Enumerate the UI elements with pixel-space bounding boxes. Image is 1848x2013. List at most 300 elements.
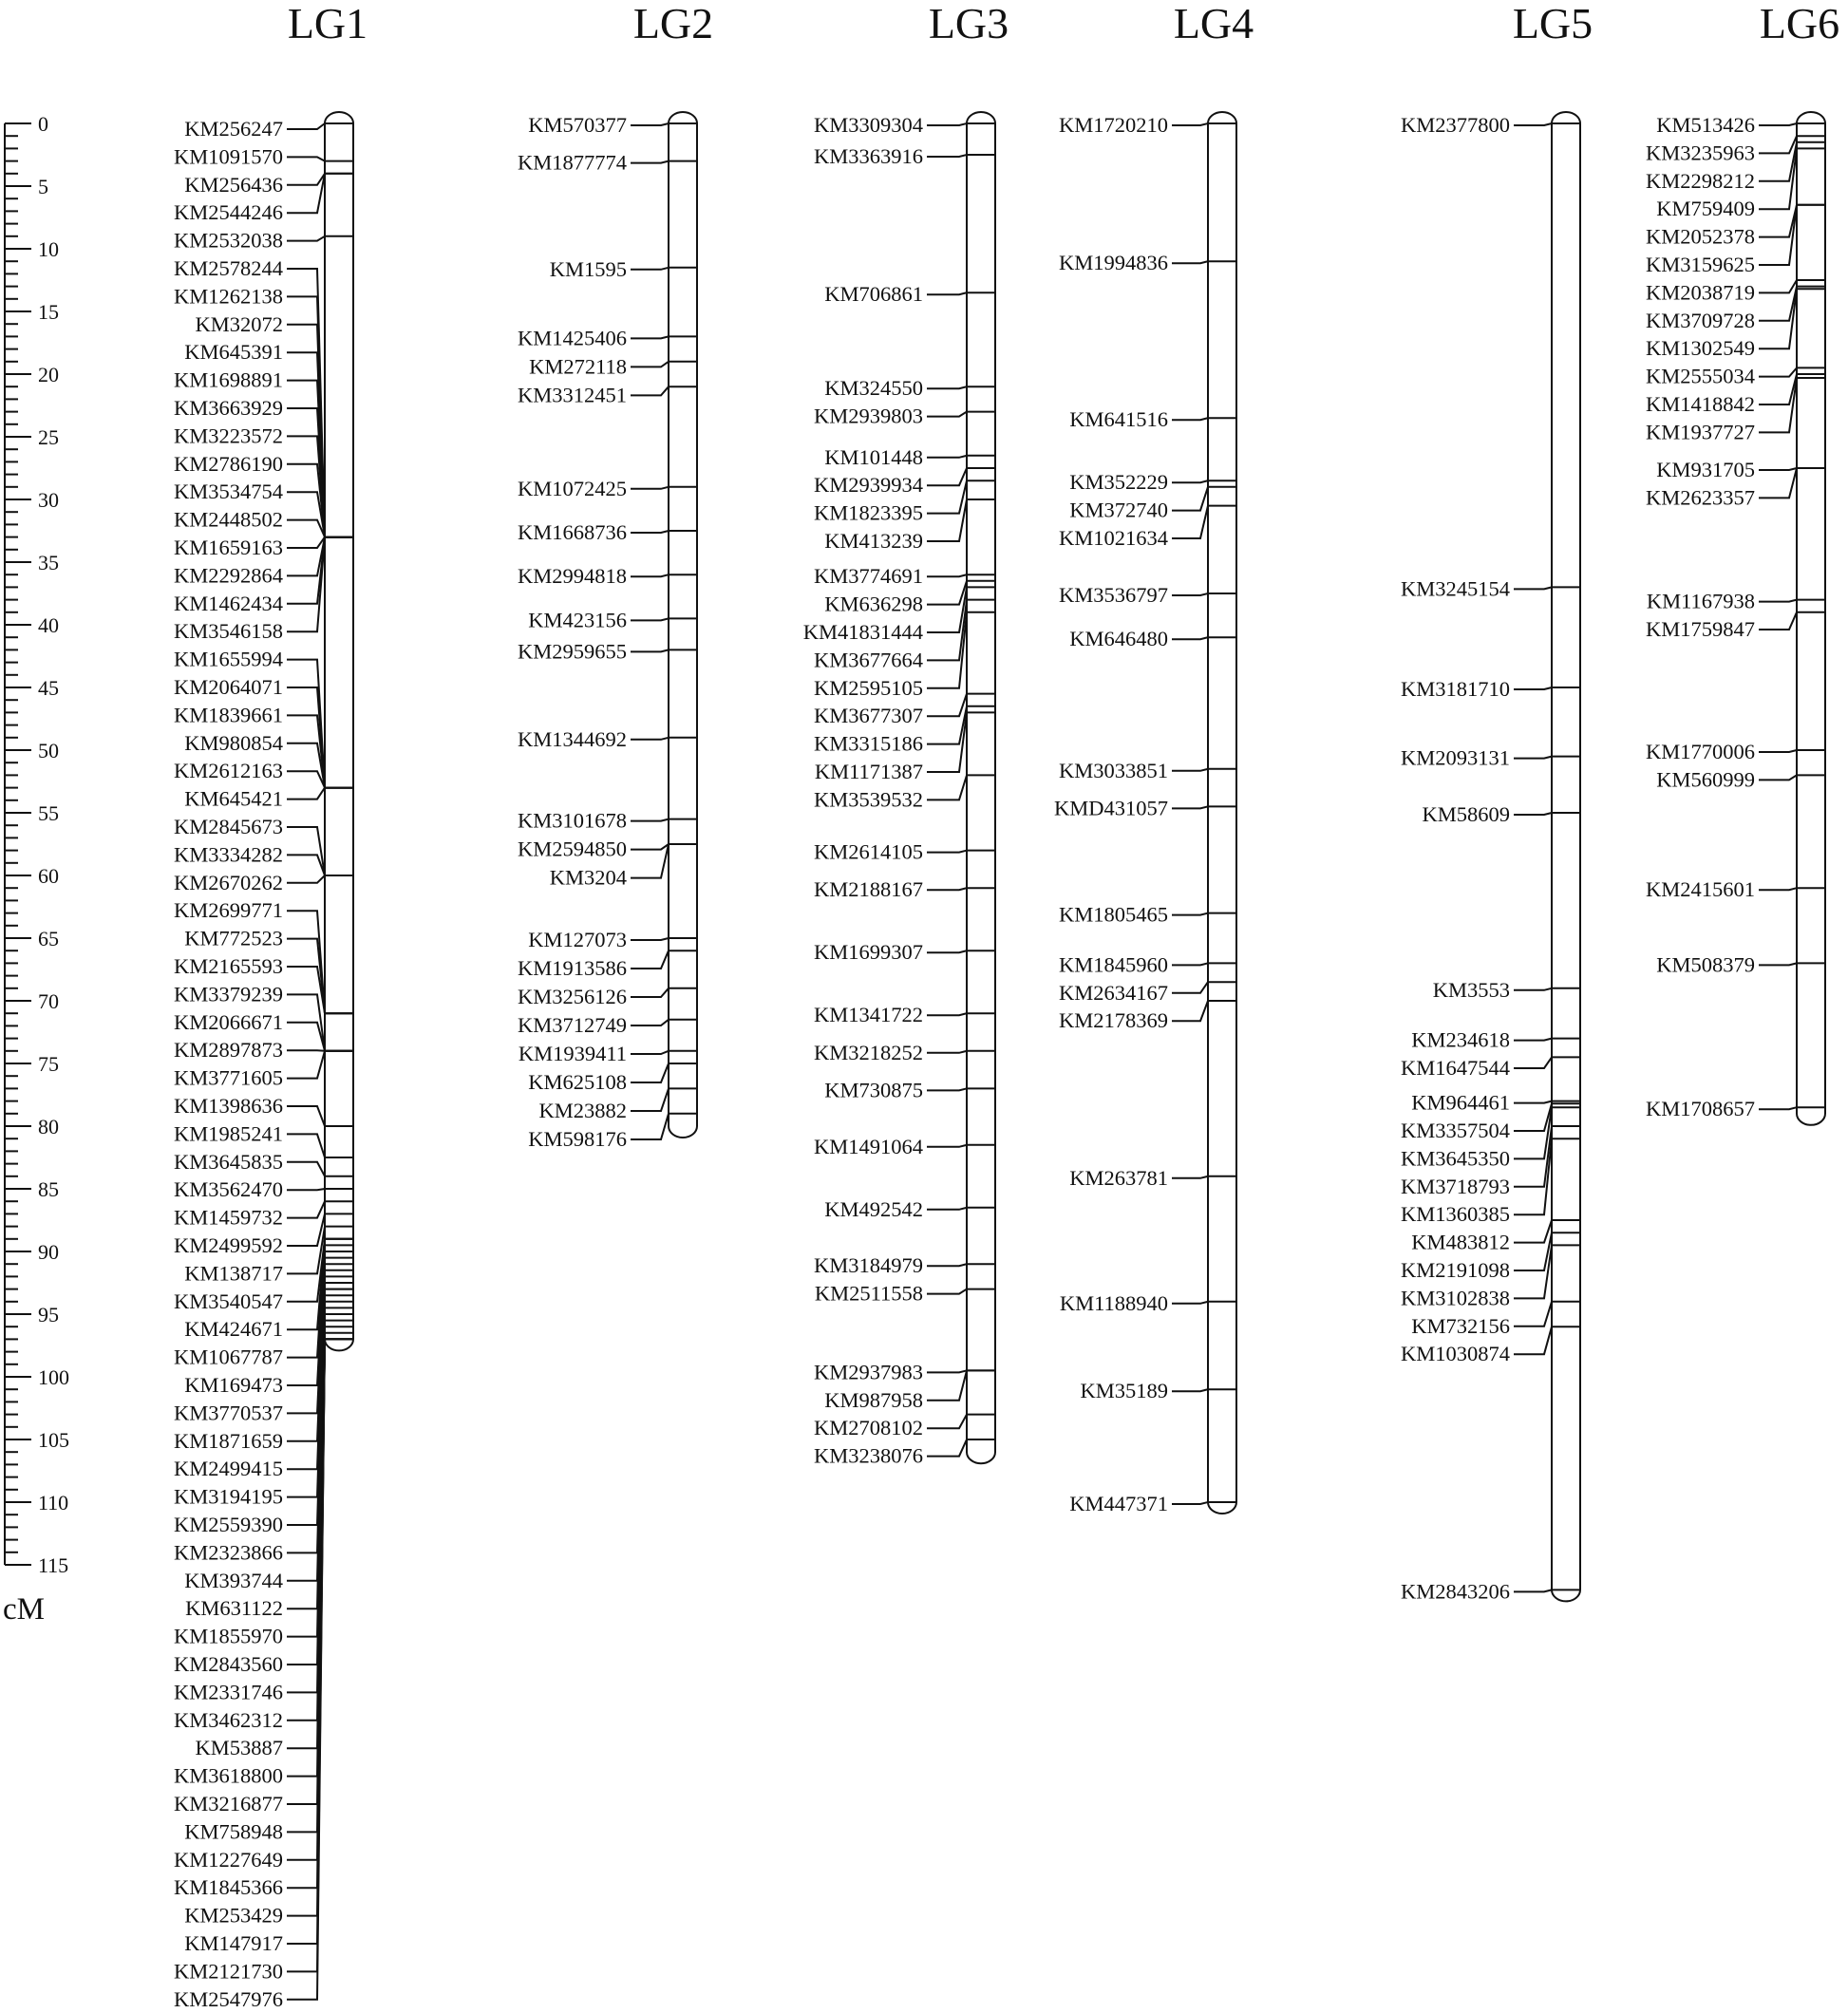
marker-label: KM2843560 bbox=[173, 1652, 283, 1676]
marker-label: KM3534754 bbox=[173, 480, 283, 504]
marker-connector bbox=[927, 1415, 967, 1429]
marker-label: KM3677664 bbox=[813, 648, 923, 672]
marker-connector bbox=[1172, 480, 1208, 482]
chromosome-bar bbox=[967, 112, 995, 1463]
marker-label: KM2994818 bbox=[517, 564, 627, 589]
marker-label: KM1262138 bbox=[173, 284, 283, 309]
marker-connector bbox=[1759, 612, 1797, 630]
marker-connector bbox=[287, 1189, 325, 1190]
marker-label: KM3223572 bbox=[173, 423, 283, 448]
scale-tick-label: 70 bbox=[38, 989, 59, 1013]
marker-connector bbox=[927, 851, 967, 853]
linkage-group-title: LG4 bbox=[1173, 0, 1254, 47]
scale-tick-label: 10 bbox=[38, 237, 59, 261]
marker-label: KM3363916 bbox=[813, 144, 923, 168]
marker-connector bbox=[927, 386, 967, 388]
marker-label: KM1659163 bbox=[173, 536, 283, 559]
chromosome-bar bbox=[1797, 112, 1825, 1125]
marker-label: KM3184979 bbox=[813, 1253, 923, 1278]
linkage-group-lg6 bbox=[1646, 0, 1839, 1125]
marker-label: KM1985241 bbox=[173, 1121, 283, 1146]
marker-connector bbox=[631, 1088, 669, 1111]
marker-connector bbox=[287, 1227, 325, 1274]
cm-scale-bar bbox=[3, 112, 69, 1627]
scale-tick-label: 30 bbox=[38, 488, 59, 512]
marker-label: KM3334282 bbox=[173, 842, 283, 867]
marker-label: KMD431057 bbox=[1053, 796, 1168, 820]
marker-connector bbox=[927, 574, 967, 576]
marker-label: KM3159625 bbox=[1645, 253, 1755, 276]
scale-tick-label: 50 bbox=[38, 739, 59, 762]
marker-label: KM1699307 bbox=[813, 940, 923, 965]
marker-label: KM393744 bbox=[184, 1568, 283, 1592]
marker-connector bbox=[927, 456, 967, 458]
marker-connector bbox=[1759, 287, 1797, 321]
marker-connector bbox=[631, 950, 669, 969]
marker-label: KM1021634 bbox=[1058, 526, 1168, 550]
marker-connector bbox=[927, 155, 967, 157]
marker-label: KM1855970 bbox=[173, 1624, 283, 1648]
scale-tick-label: 25 bbox=[38, 425, 59, 449]
marker-connector bbox=[631, 618, 669, 620]
marker-connector bbox=[631, 161, 669, 163]
marker-connector bbox=[1514, 587, 1552, 589]
marker-label: KM101448 bbox=[824, 444, 923, 469]
marker-label: KM32072 bbox=[195, 311, 283, 336]
marker-connector bbox=[1759, 280, 1797, 292]
marker-label: KM3312451 bbox=[517, 383, 627, 407]
marker-label: KM2594850 bbox=[517, 837, 627, 861]
marker-label: KM2897873 bbox=[173, 1038, 283, 1063]
marker-label: KM1759847 bbox=[1645, 617, 1755, 641]
marker-label: KM424671 bbox=[184, 1317, 283, 1342]
scale-tick-label: 110 bbox=[38, 1491, 69, 1514]
marker-label: KM2547976 bbox=[173, 1986, 283, 2011]
marker-label: KM3102838 bbox=[1400, 1286, 1510, 1310]
marker-connector bbox=[1172, 769, 1208, 771]
marker-connector bbox=[631, 1063, 669, 1082]
marker-label: KM3718793 bbox=[1400, 1174, 1510, 1198]
marker-label: KM636298 bbox=[824, 592, 923, 616]
marker-connector bbox=[1172, 1176, 1208, 1178]
marker-label: KM1344692 bbox=[517, 726, 627, 751]
linkage-group-title: LG5 bbox=[1512, 0, 1593, 47]
marker-label: KM127073 bbox=[528, 928, 627, 951]
marker-label: KM35189 bbox=[1080, 1379, 1168, 1403]
marker-connector bbox=[1759, 600, 1797, 602]
scale-tick-label: 15 bbox=[38, 300, 59, 324]
marker-label: KM3536797 bbox=[1058, 583, 1168, 607]
marker-connector bbox=[1514, 813, 1552, 815]
marker-label: KM3033851 bbox=[1058, 758, 1168, 782]
marker-connector bbox=[927, 1439, 967, 1457]
marker-connector bbox=[1759, 888, 1797, 890]
marker-label: KM1823395 bbox=[813, 500, 923, 525]
marker-connector bbox=[927, 1264, 967, 1266]
marker-label: KM980854 bbox=[184, 730, 283, 755]
marker-label: KM646480 bbox=[1069, 627, 1168, 651]
marker-label: KM2511558 bbox=[814, 1281, 923, 1306]
marker-connector bbox=[287, 1050, 325, 1051]
marker-connector bbox=[1514, 757, 1552, 759]
marker-label: KM253429 bbox=[184, 1903, 283, 1928]
marker-label: KM1030874 bbox=[1400, 1342, 1510, 1366]
linkage-group-title: LG3 bbox=[928, 0, 1009, 47]
marker-connector bbox=[1172, 123, 1208, 125]
marker-label: KM492542 bbox=[824, 1196, 923, 1221]
marker-connector bbox=[631, 1051, 669, 1054]
marker-label: KM2499415 bbox=[173, 1457, 283, 1481]
marker-connector bbox=[1514, 1220, 1552, 1243]
marker-label: KM2052378 bbox=[1645, 224, 1755, 249]
marker-label: KM2595105 bbox=[813, 675, 923, 700]
marker-connector bbox=[631, 574, 669, 576]
chromosome-bar bbox=[1208, 112, 1236, 1514]
marker-connector bbox=[927, 712, 967, 772]
marker-label: KM645391 bbox=[184, 340, 283, 365]
marker-connector bbox=[927, 1370, 967, 1372]
marker-label: KM3771605 bbox=[173, 1065, 283, 1090]
marker-connector bbox=[287, 743, 325, 788]
marker-connector bbox=[287, 157, 325, 160]
marker-label: KM3645350 bbox=[1400, 1146, 1510, 1171]
marker-connector bbox=[927, 1370, 967, 1400]
marker-label: KM2555034 bbox=[1645, 364, 1755, 388]
marker-connector bbox=[631, 988, 669, 997]
linkage-group-lg1 bbox=[174, 0, 368, 2011]
marker-connector bbox=[631, 268, 669, 270]
chromosome-bar bbox=[1552, 112, 1580, 1601]
marker-label: KM2843206 bbox=[1400, 1579, 1510, 1604]
marker-label: KM1091570 bbox=[173, 144, 283, 169]
marker-label: KM730875 bbox=[824, 1078, 923, 1102]
marker-connector bbox=[631, 1020, 669, 1025]
scale-tick-label: 75 bbox=[38, 1052, 59, 1076]
marker-label: KM3546158 bbox=[173, 619, 283, 644]
marker-connector bbox=[287, 123, 325, 129]
marker-label: KM2623357 bbox=[1645, 485, 1755, 510]
marker-label: KM2612163 bbox=[173, 759, 283, 783]
scale-tick-label: 80 bbox=[38, 1115, 59, 1138]
marker-label: KM58609 bbox=[1422, 802, 1510, 826]
marker-label: KM372740 bbox=[1069, 498, 1168, 522]
marker-connector bbox=[927, 694, 967, 717]
scale-unit-label: cM bbox=[3, 1592, 45, 1627]
marker-connector bbox=[927, 587, 967, 632]
linkage-group-title: LG6 bbox=[1759, 0, 1840, 47]
marker-connector bbox=[927, 1051, 967, 1053]
marker-label: KM2708102 bbox=[813, 1416, 923, 1440]
marker-connector bbox=[1172, 418, 1208, 420]
marker-label: KM2699771 bbox=[173, 898, 283, 923]
marker-label: KM1913586 bbox=[517, 956, 627, 980]
marker-connector bbox=[1172, 1001, 1208, 1021]
marker-label: KM2614105 bbox=[813, 839, 923, 864]
marker-label: KM1937727 bbox=[1645, 420, 1755, 444]
marker-label: KM234618 bbox=[1411, 1027, 1510, 1052]
marker-connector bbox=[1172, 963, 1208, 965]
marker-label: KM3101678 bbox=[517, 808, 627, 833]
marker-label: KM3562470 bbox=[173, 1177, 283, 1202]
marker-label: KM147917 bbox=[184, 1931, 283, 1955]
scale-tick-label: 55 bbox=[38, 801, 59, 825]
marker-label: KM3539532 bbox=[813, 787, 923, 812]
marker-label: KM759409 bbox=[1656, 197, 1755, 221]
marker-label: KM3379239 bbox=[173, 982, 283, 1006]
marker-label: KM2331746 bbox=[173, 1680, 283, 1704]
marker-connector bbox=[631, 738, 669, 740]
marker-label: KM2066671 bbox=[173, 1009, 283, 1034]
marker-label: KM2165593 bbox=[173, 954, 283, 978]
marker-connector bbox=[1759, 775, 1797, 780]
marker-label: KM423156 bbox=[528, 608, 627, 632]
marker-connector bbox=[287, 174, 325, 185]
marker-label: KM987958 bbox=[824, 1387, 923, 1412]
marker-connector bbox=[1172, 1389, 1208, 1391]
marker-label: KM2188167 bbox=[813, 877, 923, 902]
marker-label: KM3770537 bbox=[173, 1401, 283, 1425]
marker-label: KM263781 bbox=[1069, 1165, 1168, 1190]
marker-label: KM256436 bbox=[184, 172, 283, 197]
marker-label: KM1360385 bbox=[1400, 1202, 1510, 1227]
marker-connector bbox=[1172, 261, 1208, 263]
marker-connector bbox=[927, 600, 967, 661]
scale-tick-label: 105 bbox=[38, 1428, 69, 1452]
marker-label: KM272118 bbox=[529, 354, 627, 379]
marker-label: KM3194195 bbox=[173, 1484, 283, 1509]
marker-label: KM625108 bbox=[528, 1070, 627, 1094]
marker-label: KM2939934 bbox=[813, 473, 923, 498]
marker-connector bbox=[1172, 1502, 1208, 1504]
marker-connector bbox=[1514, 988, 1552, 990]
marker-label: KM256247 bbox=[184, 117, 283, 141]
marker-connector bbox=[927, 292, 967, 294]
marker-label: KM1462434 bbox=[173, 591, 283, 615]
marker-label: KM1167938 bbox=[1646, 589, 1755, 613]
marker-connector bbox=[287, 771, 325, 787]
linkage-group-lg3 bbox=[803, 0, 1009, 1468]
marker-connector bbox=[1172, 1302, 1208, 1304]
marker-label: KM1839661 bbox=[173, 703, 283, 727]
marker-label: KM598176 bbox=[528, 1127, 627, 1151]
scale-tick-label: 35 bbox=[38, 551, 59, 574]
marker-connector bbox=[1514, 1107, 1552, 1158]
marker-connector bbox=[287, 1239, 325, 1302]
marker-connector bbox=[1514, 1101, 1552, 1103]
marker-label: KM3709728 bbox=[1645, 308, 1755, 332]
marker-label: KM1072425 bbox=[517, 476, 627, 500]
marker-label: KM3218252 bbox=[813, 1040, 923, 1064]
marker-label: KM3238076 bbox=[813, 1443, 923, 1468]
marker-connector bbox=[927, 775, 967, 800]
marker-label: KM1939411 bbox=[518, 1042, 627, 1065]
marker-label: KM2093131 bbox=[1400, 745, 1510, 770]
marker-connector bbox=[287, 855, 325, 875]
marker-connector bbox=[1759, 205, 1797, 265]
marker-label: KM631122 bbox=[185, 1596, 283, 1621]
marker-label: KM324550 bbox=[824, 376, 923, 401]
marker-connector bbox=[287, 492, 325, 536]
marker-connector bbox=[1172, 487, 1208, 511]
marker-label: KM3462312 bbox=[173, 1707, 283, 1732]
marker-label: KM138717 bbox=[184, 1261, 283, 1286]
marker-connector bbox=[631, 1114, 669, 1139]
marker-connector bbox=[1172, 637, 1208, 639]
marker-label: KM2377800 bbox=[1400, 113, 1510, 137]
scale-tick-label: 45 bbox=[38, 676, 59, 700]
marker-label: KM2298212 bbox=[1645, 168, 1755, 193]
marker-label: KM570377 bbox=[528, 113, 627, 137]
marker-connector bbox=[287, 1023, 325, 1051]
marker-label: KM3663929 bbox=[173, 396, 283, 420]
marker-connector bbox=[1172, 593, 1208, 595]
marker-connector bbox=[287, 520, 325, 537]
marker-label: KM1425406 bbox=[517, 326, 627, 350]
marker-connector bbox=[927, 1289, 967, 1294]
marker-connector bbox=[1514, 1057, 1552, 1068]
linkage-group-title: LG1 bbox=[287, 0, 368, 47]
marker-label: KM3540547 bbox=[173, 1289, 283, 1313]
marker-label: KM2634167 bbox=[1058, 980, 1168, 1005]
marker-label: KM3645835 bbox=[173, 1149, 283, 1174]
scale-tick-label: 65 bbox=[38, 927, 59, 950]
marker-label: KM964461 bbox=[1411, 1090, 1510, 1115]
marker-connector bbox=[1759, 123, 1797, 125]
scale-tick-label: 0 bbox=[38, 112, 48, 136]
scale-tick-label: 5 bbox=[38, 175, 48, 198]
marker-label: KM1302549 bbox=[1645, 336, 1755, 361]
marker-label: KM772523 bbox=[184, 926, 283, 950]
marker-connector bbox=[287, 537, 325, 576]
chromosome-bar bbox=[325, 112, 353, 1350]
marker-connector bbox=[927, 412, 967, 417]
marker-connector bbox=[1759, 750, 1797, 752]
marker-label: KM513426 bbox=[1656, 113, 1755, 137]
marker-connector bbox=[287, 537, 325, 548]
marker-connector bbox=[287, 875, 325, 883]
marker-label: KM2670262 bbox=[173, 870, 283, 894]
marker-label: KM2499592 bbox=[173, 1233, 283, 1257]
marker-connector bbox=[631, 844, 669, 850]
marker-connector bbox=[1759, 148, 1797, 209]
marker-label: KM2937983 bbox=[813, 1360, 923, 1384]
marker-connector bbox=[631, 938, 669, 940]
marker-connector bbox=[1514, 687, 1552, 689]
chromosome-bar bbox=[669, 112, 697, 1138]
marker-label: KM53887 bbox=[195, 1736, 283, 1760]
marker-label: KM641516 bbox=[1069, 407, 1168, 432]
marker-label: KM2191098 bbox=[1400, 1258, 1510, 1282]
marker-label: KM2845673 bbox=[173, 815, 283, 838]
marker-connector bbox=[287, 174, 325, 213]
marker-label: KM645421 bbox=[184, 786, 283, 811]
marker-label: KM2064071 bbox=[173, 675, 283, 699]
marker-label: KM413239 bbox=[824, 529, 923, 553]
marker-connector bbox=[1172, 982, 1208, 993]
marker-label: KM758948 bbox=[184, 1819, 283, 1844]
marker-label: KM1459732 bbox=[173, 1205, 283, 1230]
marker-connector bbox=[927, 581, 967, 605]
scale-tick-label: 60 bbox=[38, 864, 59, 888]
marker-connector bbox=[631, 531, 669, 533]
marker-label: KM1418842 bbox=[1645, 392, 1755, 416]
marker-label: KM931705 bbox=[1656, 458, 1755, 481]
marker-label: KM3204 bbox=[549, 865, 627, 890]
marker-label: KM2323866 bbox=[173, 1540, 283, 1565]
marker-label: KM1805465 bbox=[1058, 902, 1168, 927]
marker-label: KM1720210 bbox=[1058, 113, 1168, 137]
marker-connector bbox=[287, 1201, 325, 1217]
marker-label: KM1341722 bbox=[813, 1003, 923, 1027]
linkage-group-lg5 bbox=[1401, 0, 1593, 1603]
marker-connector bbox=[1514, 1103, 1552, 1131]
marker-connector bbox=[631, 487, 669, 489]
marker-label: KM3774691 bbox=[813, 564, 923, 589]
marker-label: KM3235963 bbox=[1645, 141, 1755, 165]
marker-connector bbox=[287, 827, 325, 875]
marker-label: KM706861 bbox=[824, 282, 923, 307]
marker-label: KM3618800 bbox=[173, 1763, 283, 1788]
marker-connector bbox=[1514, 123, 1552, 125]
marker-label: KM3712749 bbox=[517, 1013, 627, 1037]
marker-label: KM1698891 bbox=[173, 367, 283, 392]
marker-label: KM1877774 bbox=[517, 150, 627, 175]
marker-label: KM2292864 bbox=[173, 563, 283, 588]
marker-connector bbox=[631, 336, 669, 338]
marker-connector bbox=[1759, 1107, 1797, 1109]
marker-label: KM2544246 bbox=[173, 200, 283, 225]
marker-connector bbox=[1759, 963, 1797, 965]
marker-label: KM1647544 bbox=[1400, 1056, 1510, 1080]
marker-label: KM1770006 bbox=[1645, 740, 1755, 763]
marker-connector bbox=[631, 362, 669, 367]
scale-tick-label: 95 bbox=[38, 1303, 59, 1326]
marker-label: KM3357504 bbox=[1400, 1119, 1510, 1142]
marker-label: KM2578244 bbox=[173, 256, 283, 280]
marker-connector bbox=[287, 1051, 325, 1079]
marker-label: KM560999 bbox=[1656, 767, 1755, 792]
marker-connector bbox=[927, 950, 967, 952]
marker-label: KM447371 bbox=[1069, 1492, 1168, 1515]
marker-label: KM1227649 bbox=[173, 1847, 283, 1872]
marker-connector bbox=[287, 1134, 325, 1157]
scale-tick-label: 40 bbox=[38, 613, 59, 637]
marker-label: KM2415601 bbox=[1645, 877, 1755, 902]
marker-label: KM1067787 bbox=[173, 1345, 283, 1369]
marker-label: KM1994836 bbox=[1058, 251, 1168, 275]
marker-label: KM2038719 bbox=[1645, 280, 1755, 305]
marker-label: KM1595 bbox=[549, 256, 627, 281]
marker-connector bbox=[927, 1088, 967, 1090]
marker-label: KM1398636 bbox=[173, 1094, 283, 1118]
marker-connector bbox=[1514, 1326, 1552, 1354]
marker-label: KM2532038 bbox=[173, 228, 283, 253]
marker-label: KM2786190 bbox=[173, 451, 283, 476]
marker-connector bbox=[927, 1145, 967, 1147]
marker-connector bbox=[287, 1106, 325, 1126]
marker-label: KM732156 bbox=[1411, 1313, 1510, 1338]
marker-connector bbox=[631, 386, 669, 395]
marker-label: KM1668736 bbox=[517, 520, 627, 544]
marker-connector bbox=[927, 123, 967, 125]
marker-connector bbox=[1759, 289, 1797, 348]
marker-label: KM2448502 bbox=[173, 507, 283, 532]
scale-tick-label: 90 bbox=[38, 1240, 59, 1264]
marker-label: KM2939803 bbox=[813, 404, 923, 428]
linkage-group-title: LG2 bbox=[632, 0, 714, 47]
marker-connector bbox=[1172, 806, 1208, 808]
marker-label: KM2559390 bbox=[173, 1513, 283, 1536]
